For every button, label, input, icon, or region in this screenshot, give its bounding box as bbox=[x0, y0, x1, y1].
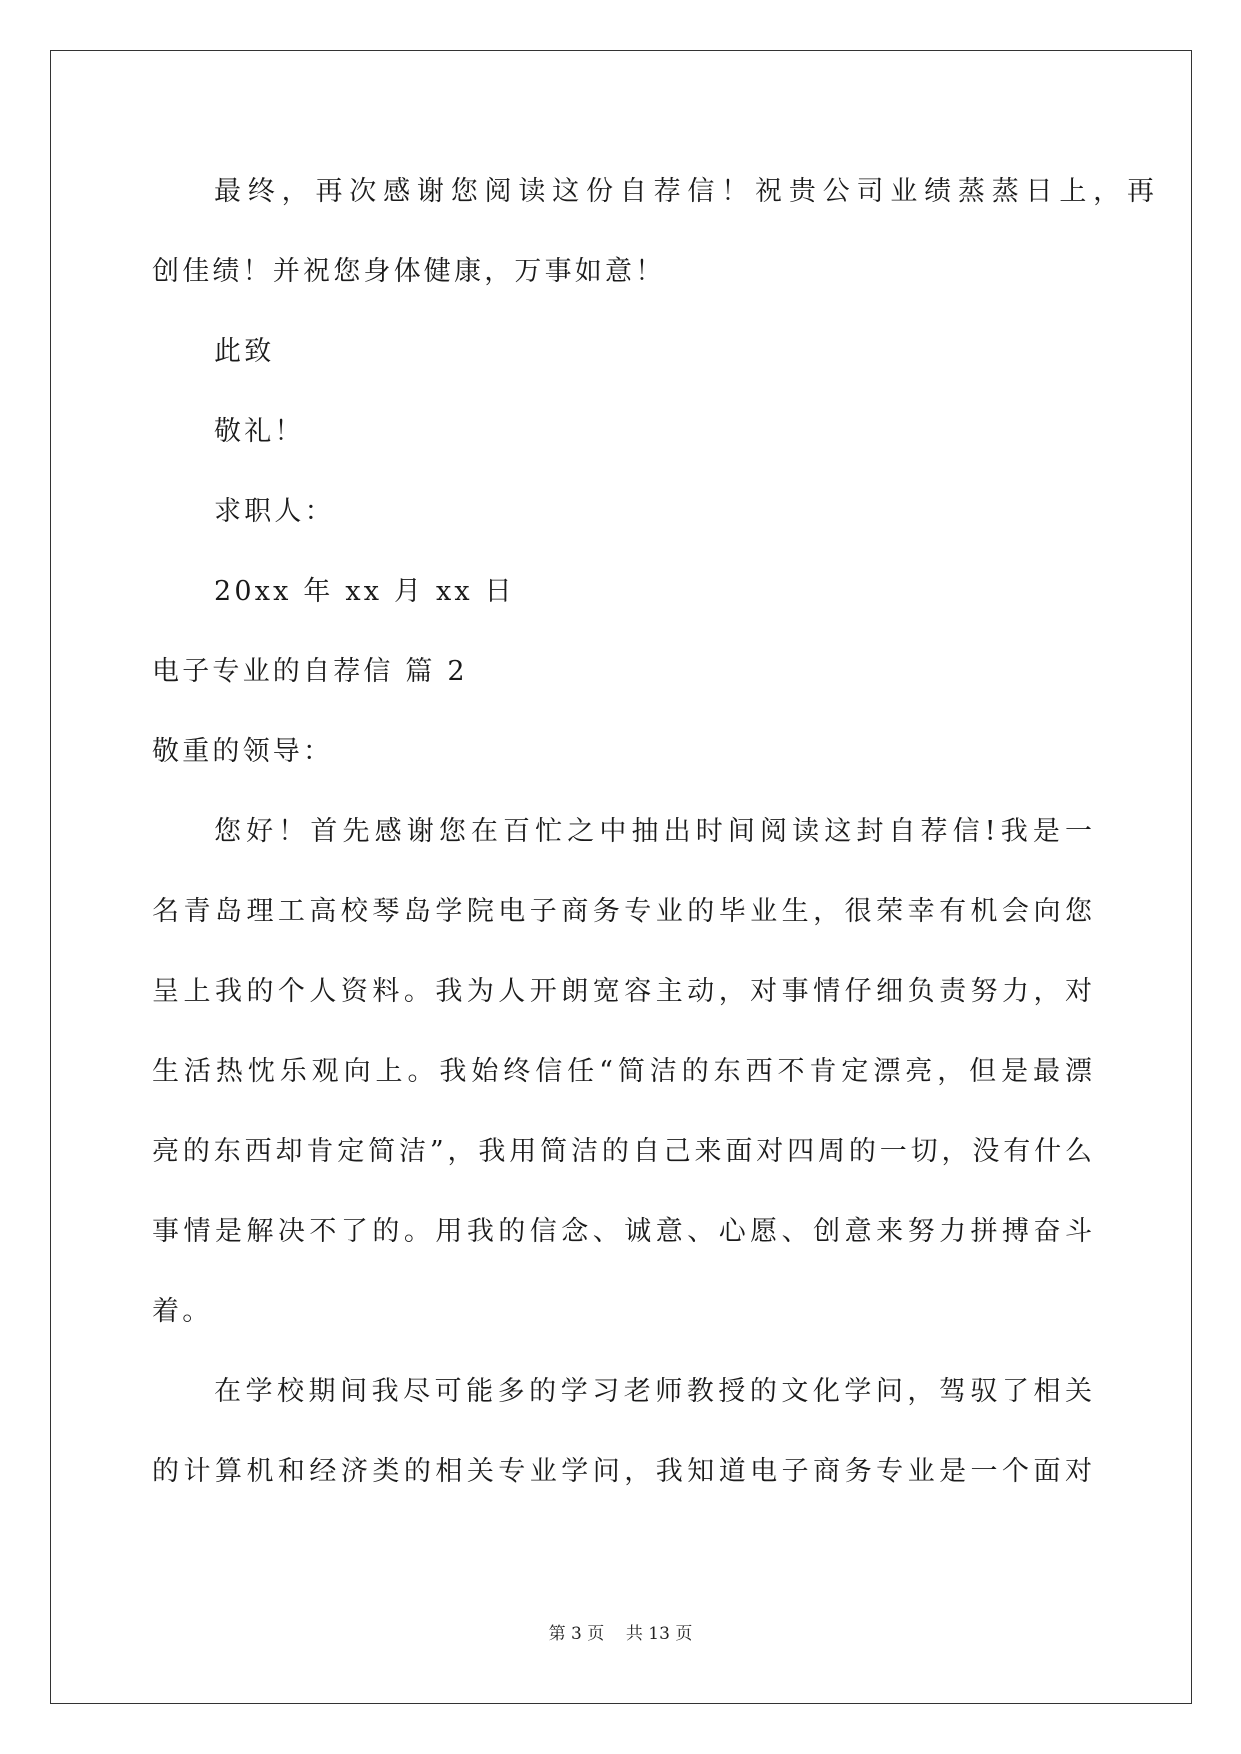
body-paragraph-1-line-6: 事情是解决不了的。用我的信念、诚意、心愿、创意来努力拼搏奋斗 bbox=[152, 1216, 1092, 1247]
applicant-label: 求职人： bbox=[214, 496, 335, 527]
salutation-jingli: 敬礼！ bbox=[214, 416, 305, 447]
body-paragraph-2-line-1: 在学校期间我尽可能多的学习老师教授的文化学问，驾驭了相关 bbox=[214, 1376, 1092, 1407]
salutation-cizhi: 此致 bbox=[214, 336, 275, 367]
body-paragraph-1-line-3: 呈上我的个人资料。我为人开朗宽容主动，对事情仔细负责努力，对 bbox=[152, 976, 1092, 1007]
letter-date: 20xx 年 xx 月 xx 日 bbox=[214, 576, 515, 607]
page-number-footer: 第 3 页 共 13 页 bbox=[548, 1624, 693, 1644]
body-paragraph-2-line-2: 的计算机和经济类的相关专业学问，我知道电子商务专业是一个面对 bbox=[152, 1456, 1092, 1487]
greeting: 敬重的领导： bbox=[152, 736, 334, 767]
closing-paragraph-line-2: 创佳绩！并祝您身体健康，万事如意！ bbox=[152, 256, 666, 287]
section-heading: 电子专业的自荐信 篇 2 bbox=[152, 656, 468, 687]
body-paragraph-1-line-5: 亮的东西却肯定简洁”，我用简洁的自己来面对四周的一切，没有什么 bbox=[152, 1136, 1092, 1167]
body-paragraph-1-line-2: 名青岛理工高校琴岛学院电子商务专业的毕业生，很荣幸有机会向您 bbox=[152, 896, 1092, 927]
body-paragraph-1-line-4: 生活热忱乐观向上。我始终信任“简洁的东西不肯定漂亮，但是最漂 bbox=[152, 1056, 1092, 1087]
closing-paragraph-line-1: 最终，再次感谢您阅读这份自荐信！祝贵公司业绩蒸蒸日上，再 bbox=[214, 176, 1154, 207]
body-paragraph-1-line-7: 着。 bbox=[152, 1296, 213, 1327]
body-paragraph-1-line-1: 您好！首先感谢您在百忙之中抽出时间阅读这封自荐信!我是一 bbox=[214, 816, 1092, 847]
